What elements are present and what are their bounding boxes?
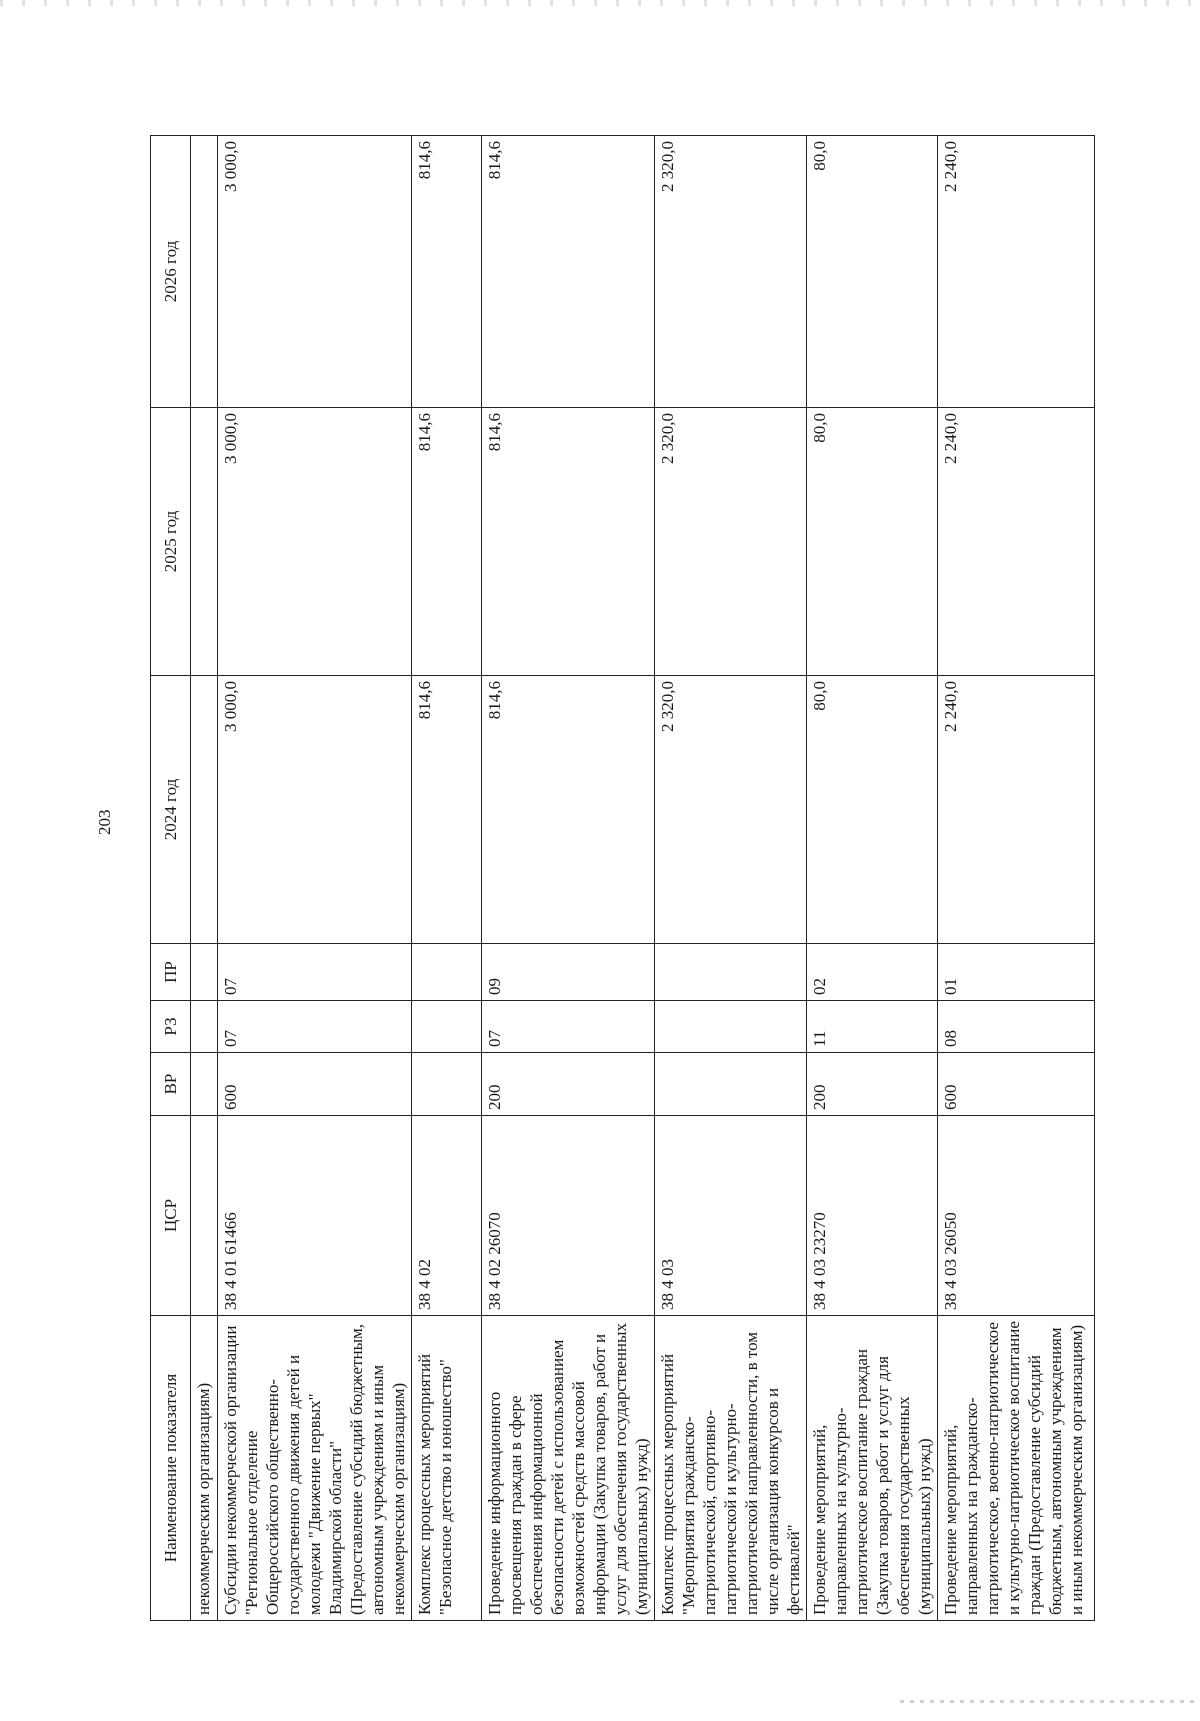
- row-csr: 38 4 02: [412, 1116, 482, 1316]
- col-header-name: Наименование показателя: [151, 1316, 191, 1621]
- row-csr: 38 4 01 61466: [218, 1116, 412, 1316]
- row-2026: 2 240,0: [938, 136, 1095, 408]
- row-csr: 38 4 03: [655, 1116, 807, 1316]
- col-header-2025: 2025 год: [151, 408, 191, 676]
- header-row: [151, 136, 191, 1621]
- col-header-rz: РЗ: [151, 1001, 191, 1053]
- col-header-2024: 2024 год: [151, 676, 191, 944]
- row-vr: 600: [938, 1053, 1095, 1116]
- row-rz: 08: [938, 1001, 1095, 1053]
- row-2026: 814,6: [482, 136, 655, 408]
- col-header-vr: ВР: [151, 1053, 191, 1116]
- row-csr: 38 4 03 26050: [938, 1116, 1095, 1316]
- budget-table: [150, 135, 1095, 1621]
- row-2024: 2 320,0: [655, 676, 807, 944]
- row-csr: 38 4 03 23270: [807, 1116, 938, 1316]
- row-name: Проведение мероприятий, направленных на гражданско-патриотическое, военно-патриотическое и культурно-патриотическое воспитание граждан (Предоставление субсидий бюджетным, автономным учреждениям и иным некоммерческим организациям): [938, 1316, 1095, 1621]
- row-2025: 814,6: [412, 408, 482, 676]
- row-pr: [655, 944, 807, 1001]
- table-row: [191, 136, 218, 1621]
- row-name: Комплекс процессных мероприятий "Мероприятия гражданско-патриотической, спортивно-патриотической и культурно-патриотической направленности, в том числе организация конкурсов и фестивалей": [655, 1316, 807, 1621]
- table-row: [655, 136, 807, 1621]
- row-2024: 3 000,0: [218, 676, 412, 944]
- table-row: [938, 136, 1095, 1621]
- row-vr: [655, 1053, 807, 1116]
- row-vr: [191, 1053, 218, 1116]
- row-2024: 2 240,0: [938, 676, 1095, 944]
- row-pr: 02: [807, 944, 938, 1001]
- row-rz: [655, 1001, 807, 1053]
- row-name: Проведение мероприятий, направленных на культурно-патриотическое воспитание граждан (Закупка товаров, работ и услуг для обеспечения государственных (муниципальных) нужд): [807, 1316, 938, 1621]
- col-header-pr: ПР: [151, 944, 191, 1001]
- row-name: Комплекс процессных мероприятий "Безопасное детство и юношество": [412, 1316, 482, 1621]
- scan-noise-top: [0, 0, 1200, 6]
- row-pr: 01: [938, 944, 1095, 1001]
- row-2026: [191, 136, 218, 408]
- row-rz: 11: [807, 1001, 938, 1053]
- row-2026: 3 000,0: [218, 136, 412, 408]
- row-name: Субсидии некоммерческой организации "Региональное отделение Общероссийского общественно-государственного движения детей и молодежи "Движение первых" Владимирской области" (Предоставление субсидий бюджетным, автономным учреждениям и иным некоммерческим организациям): [218, 1316, 412, 1621]
- page-number: 203: [95, 809, 114, 835]
- table-row: [412, 136, 482, 1621]
- row-name: некоммерческим организациям): [191, 1316, 218, 1621]
- table-row: [218, 136, 412, 1621]
- rotated-table-area: [150, 136, 1095, 1621]
- row-rz: 07: [482, 1001, 655, 1053]
- row-vr: 200: [482, 1053, 655, 1116]
- row-csr: 38 4 02 26070: [482, 1116, 655, 1316]
- row-vr: 600: [218, 1053, 412, 1116]
- row-pr: 07: [218, 944, 412, 1001]
- row-pr: [191, 944, 218, 1001]
- row-2026: 814,6: [412, 136, 482, 408]
- row-vr: 200: [807, 1053, 938, 1116]
- row-2025: 3 000,0: [218, 408, 412, 676]
- row-csr: [191, 1116, 218, 1316]
- row-rz: [191, 1001, 218, 1053]
- row-vr: [412, 1053, 482, 1116]
- col-header-2026: 2026 год: [151, 136, 191, 408]
- row-2025: 2 320,0: [655, 408, 807, 676]
- table-row: [807, 136, 938, 1621]
- row-2025: [191, 408, 218, 676]
- col-header-csr: ЦСР: [151, 1116, 191, 1316]
- row-2025: 80,0: [807, 408, 938, 676]
- row-pr: [412, 944, 482, 1001]
- table-row: [482, 136, 655, 1621]
- scan-noise-bottom: [900, 1700, 1200, 1703]
- row-pr: 09: [482, 944, 655, 1001]
- row-rz: 07: [218, 1001, 412, 1053]
- row-2024: [191, 676, 218, 944]
- row-2026: 2 320,0: [655, 136, 807, 408]
- row-2024: 814,6: [482, 676, 655, 944]
- row-2026: 80,0: [807, 136, 938, 408]
- row-2024: 80,0: [807, 676, 938, 944]
- row-name: Проведение информационного просвещения граждан в сфере обеспечения информационной безопасности детей с использованием возможностей средств массовой информации (Закупка товаров, работ и услуг для обеспечения государственных (муниципальных) нужд): [482, 1316, 655, 1621]
- row-2024: 814,6: [412, 676, 482, 944]
- row-rz: [412, 1001, 482, 1053]
- row-2025: 814,6: [482, 408, 655, 676]
- row-2025: 2 240,0: [938, 408, 1095, 676]
